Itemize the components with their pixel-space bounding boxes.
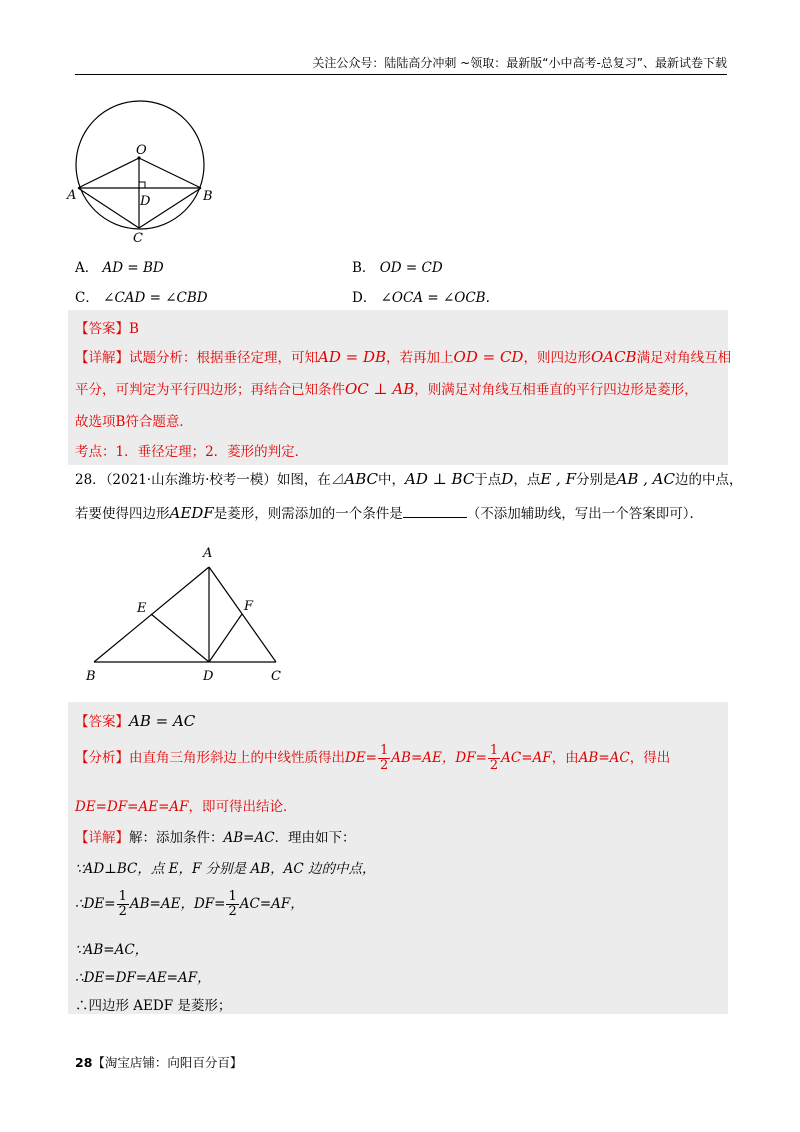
- fraction-half: $\frac{1}{2}$: [228, 889, 237, 919]
- label-d: D: [140, 194, 151, 209]
- segment-ao: [78, 158, 139, 188]
- label-e: E: [137, 601, 147, 616]
- fraction-half: $\frac{1}{2}$: [118, 889, 127, 919]
- a28-detail-line4: ∵AB=AC，: [75, 942, 149, 958]
- label-a: A: [203, 546, 213, 561]
- figure-circle: [66, 96, 216, 246]
- q27-answer: 【答案】B: [75, 321, 139, 337]
- segment-fd: [209, 614, 242, 662]
- label-c: C: [133, 231, 143, 246]
- segment-bo: [139, 158, 201, 188]
- label-o: O: [136, 143, 147, 158]
- a28-analysis-line1: 【分析】由直角三角形斜边上的中线性质得出DE= $\frac{1}{2}$ AB=AE，DF= $\frac{1}{2}$ AC=AF，由AB=AC，得出: [75, 743, 671, 773]
- a28-detail-line2: ∵AD⊥BC，点 E，F 分别是 AB，AC 边的中点，: [75, 861, 376, 877]
- option-c: C． ∠CAD = ∠CBD: [75, 290, 208, 306]
- label-b: B: [203, 189, 213, 204]
- circle: [76, 101, 204, 229]
- option-d: D． ∠OCA = ∠OCB.: [352, 290, 490, 306]
- label-a: A: [67, 188, 77, 203]
- fraction-half: $\frac{1}{2}$: [489, 743, 499, 773]
- label-d: D: [203, 669, 214, 684]
- segment-ed: [151, 614, 209, 662]
- page-number: 28: [75, 1055, 93, 1070]
- q27-detail-line3: 故选项B符合题意．: [75, 414, 193, 430]
- fraction-half: $\frac{1}{2}$: [380, 743, 389, 773]
- page-footer: 28【淘宝店铺：向阳百分百】: [75, 1055, 243, 1070]
- a28-analysis-line2: DE=DF=AE=AF，即可得出结论．: [75, 799, 297, 815]
- label-f: F: [244, 599, 254, 614]
- a28-answer: 【答案】AB = AC: [75, 712, 196, 730]
- q28-line2: 若要使得四边形AEDF是菱形，则需添加的一个条件是 （不添加辅助线，写出一个答案即可）．: [75, 504, 703, 522]
- page-header: 关注公众号：陆陆高分冲刺 ~领取：最新版“小中高考-总复习”、最新试卷下载: [75, 54, 727, 75]
- segment-ac: [78, 188, 139, 228]
- q27-detail-line1: 【详解】试题分析：根据垂径定理，可知AD = DB，若再加上OD = CD，则四边形OACB满足对角线互相: [75, 348, 732, 366]
- a28-detail-line6: ∴四边形 AEDF 是菱形；: [75, 998, 232, 1014]
- label-c: C: [271, 669, 281, 684]
- q27-keypoints: 考点：1．垂径定理；2．菱形的判定．: [75, 444, 309, 460]
- a28-detail-line1: 【详解】解：添加条件：AB=AC．理由如下：: [75, 830, 356, 846]
- option-b: B． OD = CD: [352, 260, 443, 276]
- option-a: A． AD = BD: [75, 260, 164, 276]
- a28-detail-line5: ∴DE=DF=AE=AF，: [75, 970, 211, 986]
- label-b: B: [86, 669, 96, 684]
- q28-line1: 28．（2021·山东潍坊·校考一模）如图，在⊿ABC中，AD ⊥ BC于点D，点E , F分别是AB , AC边的中点，: [75, 470, 743, 488]
- a28-detail-line3: ∴DE= $\frac{1}{2}$ AB=AE，DF= $\frac{1}{2}$ AC=AF，: [75, 889, 304, 919]
- answer-blank: [403, 505, 467, 518]
- q27-detail-line2: 平分，可判定为平行四边形；再结合已知条件OC ⊥ AB，则满足对角线互相垂直的平行四边形是菱形，: [75, 380, 698, 398]
- figure-triangle: [80, 540, 295, 685]
- right-angle-mark: [139, 182, 145, 188]
